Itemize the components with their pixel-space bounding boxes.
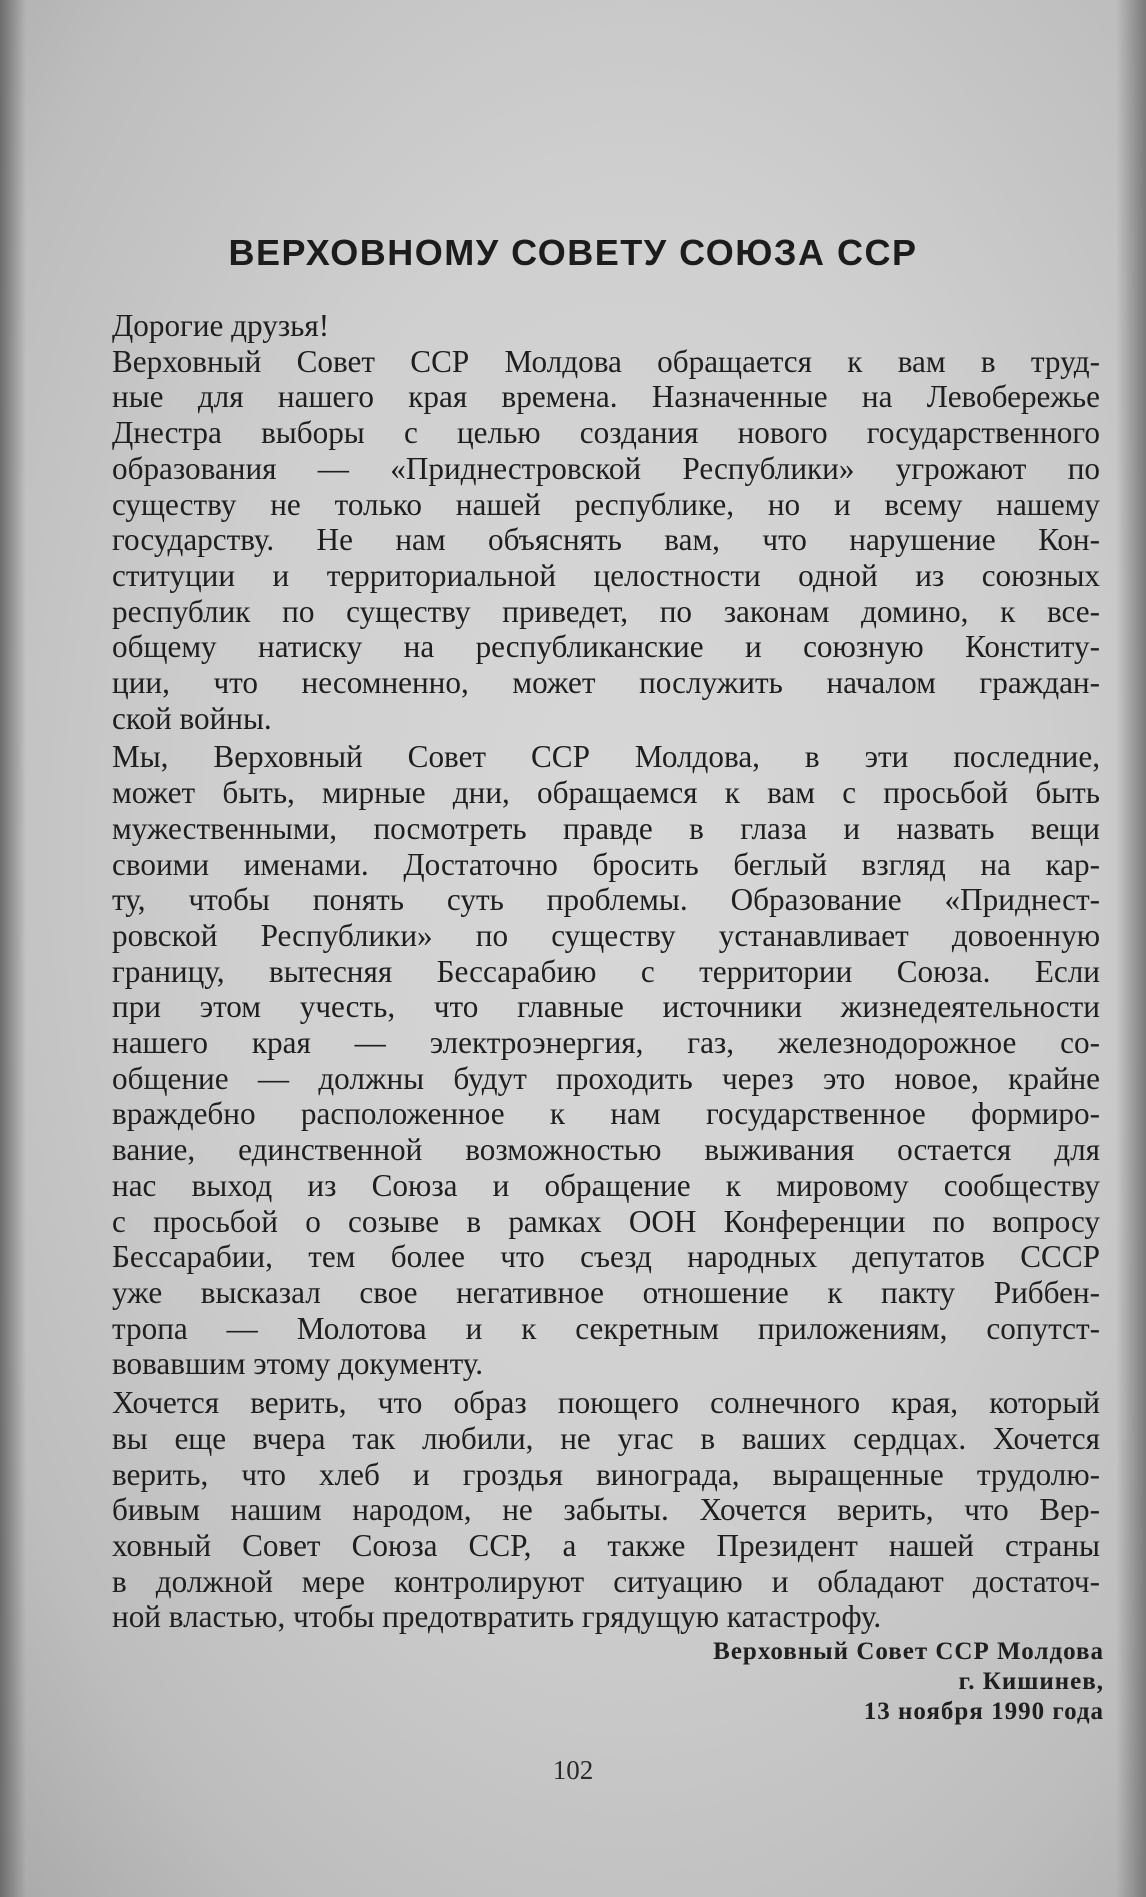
text-line: вание, единственной возможностью выживания остается для (112, 1132, 1100, 1168)
text-line: ту, чтобы понять суть проблемы. Образование «Приднест- (112, 882, 1100, 918)
text-line: ции, что несомненно, может послужить началом граждан- (112, 665, 1100, 701)
text-line: верить, что хлеб и гроздья винограда, выращенные трудолю- (112, 1456, 1100, 1492)
paragraph-3 (112, 1385, 1100, 1635)
text-line: нашего края — электроэнергия, газ, железнодорожное со- (112, 1025, 1100, 1061)
greeting-line: Дорогие друзья! (112, 308, 330, 343)
text-line: существу не только нашей республике, но и всему нашему (112, 486, 1100, 522)
text-line: ровской Республики» по существу устанавливает довоенную (112, 917, 1100, 953)
text-line: враждебно расположенное к нам государственное формиро- (112, 1096, 1100, 1132)
text-line: ской войны. (112, 700, 272, 736)
text-line: бивым нашим народом, не забыты. Хочется верить, что Вер- (112, 1492, 1100, 1528)
signature-organization: Верховный Совет ССР Молдова (713, 1638, 1104, 1665)
document-body (112, 308, 1100, 1635)
text-line: тропа — Молотова и к секретным приложениям, сопутст- (112, 1310, 1100, 1346)
text-line: государству. Не нам объяснять вам, что нарушение Кон- (112, 522, 1100, 558)
text-line: вовавшим этому документу. (112, 1346, 484, 1382)
text-line: Бессарабии, тем более что съезд народных депутатов СССР (112, 1239, 1100, 1275)
text-line: ные для нашего края времена. Назначенные на Левобережье (112, 379, 1100, 415)
text-line: образования — «Приднестровской Республики» угрожают по (112, 450, 1100, 486)
text-line: в должной мере контролируют ситуацию и обладают достаточ- (112, 1563, 1100, 1599)
signature-date: 13 ноября 1990 года (863, 1698, 1104, 1725)
text-line: своими именами. Достаточно бросить беглый взгляд на кар- (112, 846, 1100, 882)
paragraph-1 (112, 344, 1100, 737)
text-line: Мы, Верховный Совет ССР Молдова, в эти последние, (112, 739, 1100, 775)
text-line: границу, вытесняя Бессарабию с территории Союза. Если (112, 953, 1100, 989)
text-line: Верховный Совет ССР Молдова обращается к вам в труд- (112, 343, 1100, 379)
text-line: вы еще вчера так любили, не угас в ваших сердцах. Хочется (112, 1420, 1100, 1456)
text-line: общему натиску на республиканские и союзную Конститу- (112, 629, 1100, 665)
text-line: ховный Совет Союза ССР, а также Президент нашей страны (112, 1527, 1100, 1563)
text-line: республик по существу приведет, по законам домино, к все- (112, 593, 1100, 629)
text-line: ной властью, чтобы предотвратить грядущую катастрофу. (112, 1599, 882, 1635)
signature-city: г. Кишинев, (958, 1668, 1104, 1695)
text-line: может быть, мирные дни, обращаемся к вам с просьбой быть (112, 775, 1100, 811)
text-line: при этом учесть, что главные источники жизнедеятельности (112, 989, 1100, 1025)
text-line: с просьбой о созыве в рамках ООН Конференции по вопросу (112, 1203, 1100, 1239)
signature-block (713, 1637, 1104, 1727)
text-line: ституции и территориальной целостности одной из союзных (112, 557, 1100, 593)
page-number: 102 (552, 1755, 594, 1785)
text-line: Днестра выборы с целью создания нового государственного (112, 415, 1100, 451)
text-line: Хочется верить, что образ поющего солнечного края, который (112, 1385, 1100, 1421)
text-line: нас выход из Союза и обращение к мировому сообществу (112, 1167, 1100, 1203)
text-line: уже высказал свое негативное отношение к пакту Риббен- (112, 1274, 1100, 1310)
document-title: ВЕРХОВНОМУ СОВЕТУ СОЮЗА ССР (228, 232, 918, 273)
text-line: общение — должны будут проходить через это новое, крайне (112, 1060, 1100, 1096)
paragraph-2 (112, 739, 1100, 1382)
text-line: мужественными, посмотреть правде в глаза и назвать вещи (112, 810, 1100, 846)
